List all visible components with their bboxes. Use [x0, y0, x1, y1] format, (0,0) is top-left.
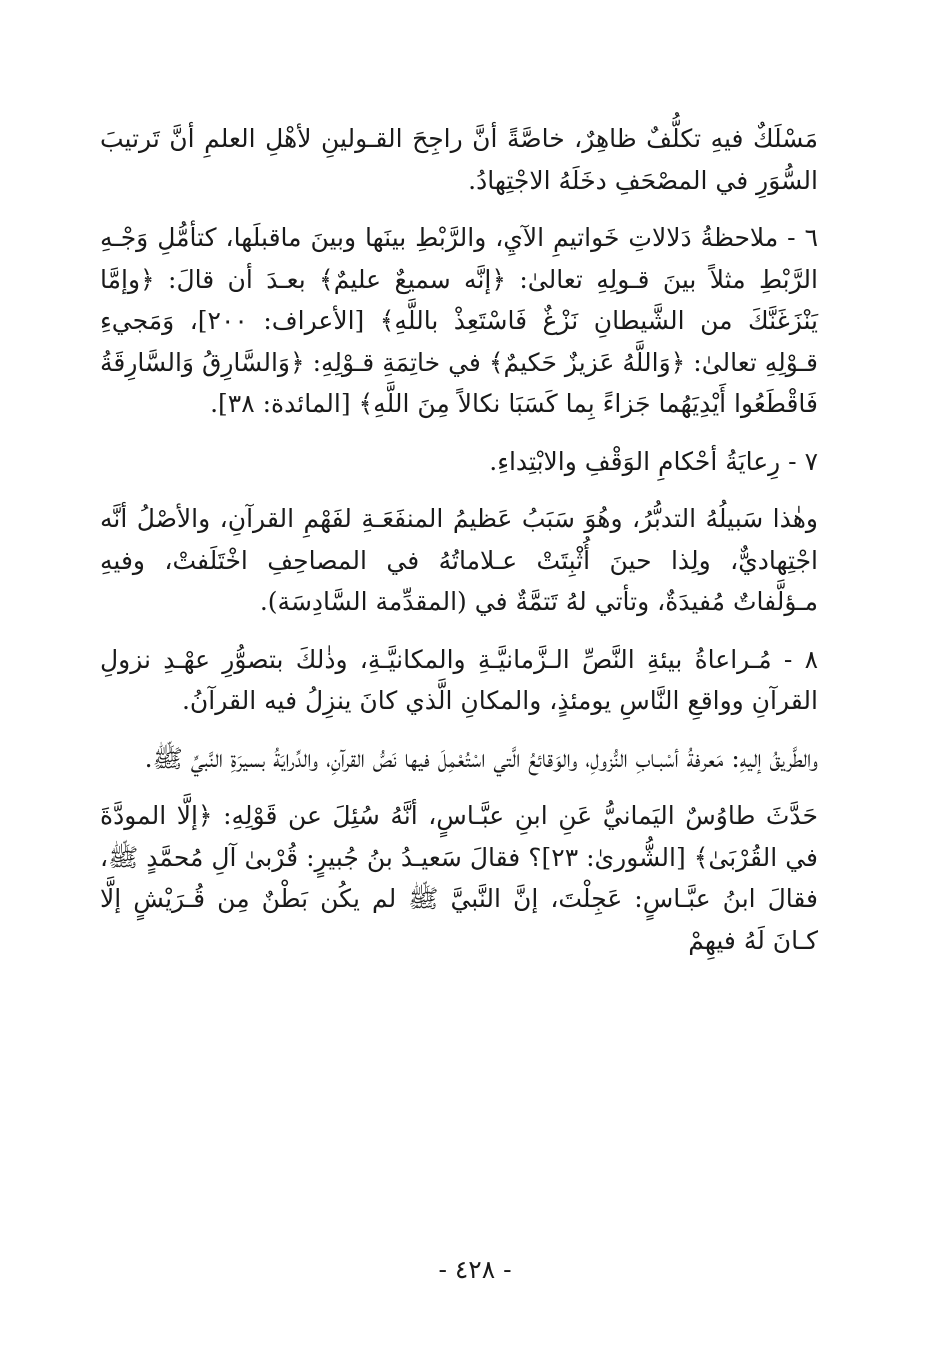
paragraph-verse-endings: ٦ - ملاحظةُ دَلالاتِ خَواتيمِ الآيِ، والرَّبْطِ بينَها وبينَ ماقبلَها، كتأمُّلِ وَجْـهِ الرَّبْطِ مثلاً بينَ قـولِهِ تعالىٰ: ﴿إنَّه سميعٌ عليمٌ﴾ بعـدَ أن قالَ: ﴿وإمَّا يَنْزَغَنَّكَ من الشَّيطانِ نَزْغٌ فَاسْتَعِذْ باللَّهِ﴾ [الأعراف: ٢٠٠]، وَمَجيءِ قـوْلِهِ تعالىٰ: ﴿وَاللَّهُ عَزيزٌ حَكيمٌ﴾ في خاتِمَةِ قـوْلِهِ: ﴿وَالسَّارِقُ وَالسَّارِقَةُ فَاقْطَعُوا أَيْدِيَهُما جَزاءً بِما كَسَبَا نكالاً مِنَ اللَّهِ﴾ [المائدة: ٣٨]. — [100, 223, 819, 418]
paragraph-context: ٨ - مُـراعاةُ بيئةِ النَّصِّ الـزَّمانيَّـةِ والمكانيَّـةِ، وذٰلكَ بتصوُّرِ عهْـدِ نزولِ القرآنِ وواقعِ النَّاسِ يومئذٍ، والمكانِ الَّذي كانَ ينزِلُ فيه القرآنُ. — [100, 644, 818, 715]
paragraph-hadith-tawus: حَدَّثَ طاوُسٌ اليَمانيُّ عَنِ ابنِ عبَّـاسٍ، أنَّهُ سُئِلَ عن قَوْلِهِ: ﴿إلَّا المودَّةَ في القُرْبَىٰ﴾ [الشُّورىٰ: ٢٣]؟ فقالَ سَعيـدُ بنُ جُبيرٍ: قُرْبىٰ آلِ مُحمَّدٍ ﷺ، فقالَ ابنُ عبَّـاسٍ: عَجِلْتَ، إنَّ النَّبيَّ ﷺ لم يكُن بَطْنٌ مِن قُـرَيْشٍ إلَّا كـانَ لَهُ فيهِمْ — [100, 801, 818, 955]
page-number: - ٤٢٨ - — [438, 1255, 512, 1284]
paragraph-surah-order: مَسْلَكٌ فيهِ تكلُّفٌ ظاهِرٌ، خاصَّةً أنَّ راجِحَ القـولينِ لأهْلِ العلمِ أنَّ تَرتيبَ السُّوَرِ في المصْحَفِ دخَلَهُ الاجْتِهادُ. — [100, 124, 818, 195]
paragraph-waqf-ibtida: ٧ - رِعايَةُ أحْكامِ الوَقْفِ والابْتِداءِ. — [489, 446, 818, 476]
paragraph-tadabbur: وهٰذا سَبيلُهُ التدبُّرُ، وهُوَ سَبَبُ عَظيمُ المنفَعَـةِ لفَهْمِ القرآنِ، والأصْلُ أنَّه اجْتِهاديٌّ، ولِذا حينَ أُثْبِتَتْ عـلاماتُهُ في المصاحِفِ اخْتَلَفتْ، وفيهِ مـؤلَّفاتٌ مُفيدَةٌ، وتأتي لهُ تَتمَّةٌ في (المقدِّمة السَّادِسَة). — [100, 504, 818, 616]
page-body — [100, 118, 818, 977]
paragraph-asbab-nuzul: والطَّريقُ إليهِ: مَعرفةُ أسْبـابِ النُّزولِ، والوَقائعُ الَّتي اسْتُعْمِلَ فيها نَصُّ القرآنِ، والدِّرايَةُ بسيرَةِ النَّبيِّ ﷺ. — [144, 743, 818, 773]
